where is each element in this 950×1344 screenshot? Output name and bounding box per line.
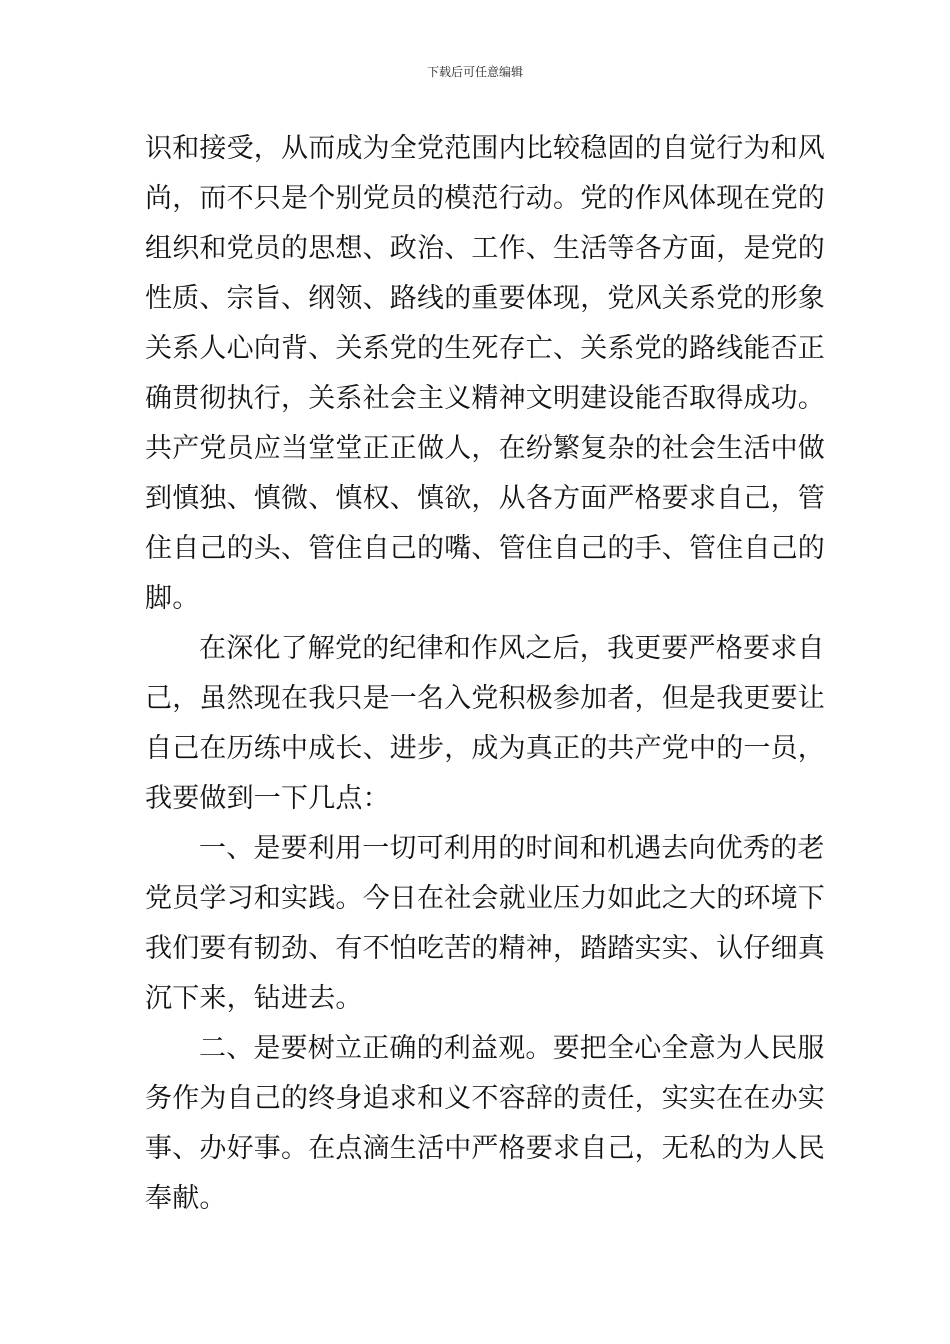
text-line: 党员学习和实践。今日在社会就业压力如此之大的环境下 <box>145 883 825 914</box>
text-line: 沉下来，钻进去。 <box>145 983 363 1014</box>
page-header: 下载后可任意编辑 <box>426 65 523 79</box>
text-line: 事、办好事。在点滴生活中严格要求自己，无私的为人民 <box>145 1133 825 1164</box>
text-line: 我们要有韧劲、有不怕吃苦的精神，踏踏实实、认仔细真 <box>145 933 825 964</box>
text-line: 己，虽然现在我只是一名入党积极参加者，但是我更要让 <box>145 683 825 714</box>
paragraph-resolution <box>145 624 825 824</box>
text-line: 识和接受，从而成为全党范围内比较稳固的自觉行为和风 <box>145 133 825 164</box>
paragraph-point-one <box>145 824 825 1024</box>
text-line: 共产党员应当堂堂正正做人，在纷繁复杂的社会生活中做 <box>145 433 825 464</box>
paragraph-continuation <box>145 124 825 624</box>
document-body <box>145 124 825 1224</box>
text-line: 务作为自己的终身追求和义不容辞的责任，实实在在办实 <box>145 1083 825 1114</box>
text-line: 二、是要树立正确的利益观。要把全心全意为人民服 <box>199 1033 825 1064</box>
text-line: 脚。 <box>145 583 200 614</box>
text-line: 我要做到一下几点： <box>145 783 390 814</box>
text-line: 住自己的头、管住自己的嘴、管住自己的手、管住自己的 <box>145 533 825 564</box>
text-line: 自己在历练中成长、进步，成为真正的共产党中的一员， <box>145 733 825 764</box>
text-line: 在深化了解党的纪律和作风之后，我更要严格要求自 <box>199 633 825 664</box>
text-line: 关系人心向背、关系党的生死存亡、关系党的路线能否正 <box>145 333 825 364</box>
text-line: 确贯彻执行，关系社会主义精神文明建设能否取得成功。 <box>145 383 825 414</box>
text-line: 一、是要利用一切可利用的时间和机遇去向优秀的老 <box>199 833 825 864</box>
paragraph-point-two <box>145 1024 825 1224</box>
text-line: 性质、宗旨、纲领、路线的重要体现，党风关系党的形象 <box>145 283 825 314</box>
text-line: 到慎独、慎微、慎权、慎欲，从各方面严格要求自己，管 <box>145 483 825 514</box>
text-line: 组织和党员的思想、政治、工作、生活等各方面，是党的 <box>145 233 825 264</box>
text-line: 尚，而不只是个别党员的模范行动。党的作风体现在党的 <box>145 183 825 214</box>
text-line: 奉献。 <box>145 1183 227 1214</box>
